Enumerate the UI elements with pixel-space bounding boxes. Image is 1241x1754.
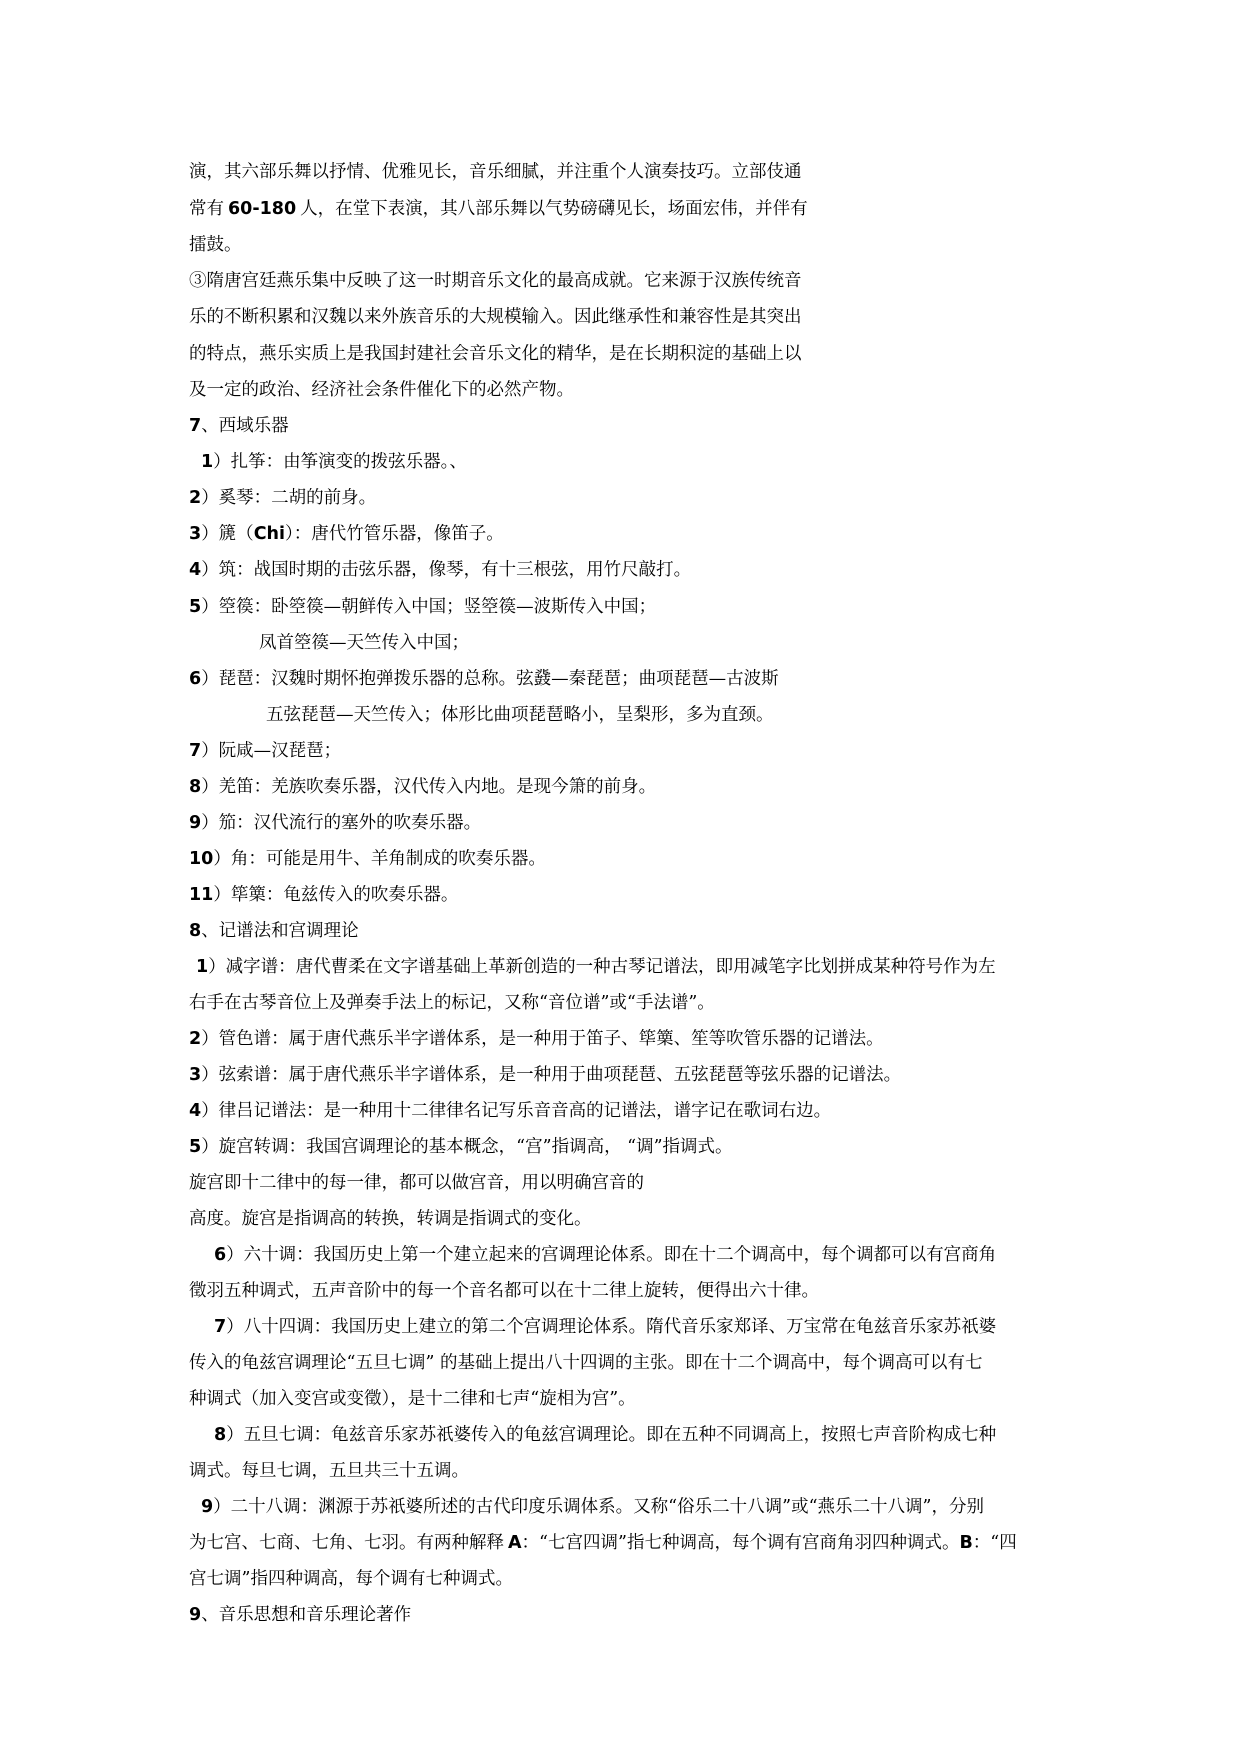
list-item (189, 558, 691, 582)
item-text: 种调式（加入变宫或变徵），是十二律和七声“旋相为宫”。 (189, 1389, 636, 1409)
list-item-continuation (189, 1171, 644, 1195)
paragraph-line (189, 378, 574, 402)
item-text: ）筚篥：龟兹传入的吹奏乐器。 (213, 885, 459, 905)
list-item (189, 811, 481, 835)
item-text: ）篪（ (201, 524, 254, 544)
list-item (214, 1243, 996, 1267)
item-text: ：“七宫四调”指七种调高，每个调有宫商角羽四种调式。 (521, 1533, 960, 1553)
item-text: 右手在古琴音位上及弹奏手法上的标记，又称“音位谱”或“手法谱”。 (189, 993, 715, 1013)
item-text: 凤首箜篌—天竺传入中国； (259, 633, 469, 653)
heading-text: 、音乐思想和音乐理论著作 (201, 1605, 412, 1625)
list-item (214, 1423, 996, 1447)
heading-text: 、西域乐器 (201, 416, 289, 436)
paragraph-line (189, 233, 242, 257)
list-item (189, 739, 341, 763)
section-number: 8 (189, 921, 202, 941)
paragraph-line (189, 269, 802, 293)
item-text: ）律吕记谱法：是一种用十二律律名记写乐音音高的记谱法，谱字记在歌词右边。 (201, 1101, 832, 1121)
list-item-continuation (189, 1279, 819, 1303)
item-number: 3 (189, 1065, 202, 1085)
line-text: 乐的不断积累和汉魏以来外族音乐的大规模输入。因此继承性和兼容性是其突出 (189, 307, 802, 327)
section-heading (189, 919, 359, 943)
list-item (189, 775, 656, 799)
list-item (189, 1099, 831, 1123)
item-number: 2 (189, 1029, 202, 1049)
item-text: 为七宫、七商、七角、七羽。有两种解释 (189, 1533, 504, 1553)
line-text: 擂鼓。 (189, 235, 242, 255)
item-text: ）角：可能是用牛、羊角制成的吹奏乐器。 (213, 849, 546, 869)
section-number: 7 (189, 416, 202, 436)
item-text: ）旋宫转调：我国宫调理论的基本概念，“宫”指调高， “调”指调式。 (201, 1137, 733, 1157)
item-number: 6 (214, 1245, 227, 1265)
item-number: 4 (189, 560, 202, 580)
item-number: 10 (189, 849, 214, 869)
item-number: 4 (189, 1101, 202, 1121)
item-text: ）管色谱：属于唐代燕乐半字谱体系，是一种用于笛子、筚篥、笙等吹管乐器的记谱法。 (201, 1029, 884, 1049)
line-text: 常有 (189, 199, 224, 219)
list-item (189, 1027, 884, 1051)
list-item-continuation (189, 1351, 982, 1375)
list-item (189, 667, 779, 691)
item-text: ）扎筝：由筝演变的拨弦乐器。、 (213, 452, 467, 472)
item-text: ）筑：战国时期的击弦乐器，像琴，有十三根弦，用竹尺敲打。 (201, 560, 692, 580)
item-number: 7 (189, 741, 202, 761)
section-heading (189, 1603, 411, 1627)
item-text: 五弦琵琶—天竺传入；体形比曲项琵琶略小，呈梨形，多为直颈。 (266, 705, 774, 725)
list-item-continuation (189, 1459, 469, 1483)
list-item-continuation (189, 1387, 636, 1411)
item-number: 8 (189, 777, 202, 797)
item-number: 6 (189, 669, 202, 689)
item-number: 1 (201, 452, 214, 472)
item-number: 2 (189, 488, 202, 508)
item-text: ）箜篌：卧箜篌—朝鲜传入中国；竖箜篌—波斯传入中国； (201, 597, 657, 617)
list-item-continuation (189, 991, 715, 1015)
list-item (196, 955, 996, 979)
item-text: ）六十调：我国历史上第一个建立起来的宫调理论体系。即在十二个调高中，每个调都可以有宫商角 (226, 1245, 997, 1265)
item-text: 宫七调”指四种调高，每个调有七种调式。 (189, 1569, 513, 1589)
paragraph-line (189, 160, 802, 184)
line-text: 演，其六部乐舞以抒情、优雅见长，音乐细腻，并注重个人演奏技巧。立部伎通 (189, 162, 802, 182)
item-number: 5 (189, 597, 202, 617)
item-text: ）减字谱：唐代曹柔在文字谱基础上革新创造的一种古琴记谱法，即用减笔字比划拼成某种符号作为左 (208, 957, 996, 977)
list-item (189, 1135, 733, 1159)
paragraph-line (189, 305, 802, 329)
item-number: 1 (196, 957, 209, 977)
list-item-continuation (259, 631, 469, 655)
item-text: ）羌笛：羌族吹奏乐器，汉代传入内地。是现今箫的前身。 (201, 777, 657, 797)
list-item (189, 522, 504, 546)
item-text: ：“四 (972, 1533, 1017, 1553)
section-number: 9 (189, 1605, 202, 1625)
pinyin-text: Chi (253, 524, 285, 544)
heading-text: 、记谱法和宫调理论 (201, 921, 359, 941)
item-text: 传入的龟兹宫调理论“五旦七调” 的基础上提出八十四调的主张。即在十二个调高中，每个调高可以有七 (189, 1353, 983, 1373)
item-text: ）弦索谱：属于唐代燕乐半字谱体系，是一种用于曲项琵琶、五弦琵琶等弦乐器的记谱法。 (201, 1065, 902, 1085)
option-letter: A (508, 1533, 522, 1553)
list-item-continuation (266, 703, 774, 727)
item-text: ）奚琴：二胡的前身。 (201, 488, 377, 508)
item-number: 7 (214, 1317, 227, 1337)
list-item (189, 1063, 901, 1087)
item-text: ）笳：汉代流行的塞外的吹奏乐器。 (201, 813, 482, 833)
item-text: ）五旦七调：龟兹音乐家苏祇婆传入的龟兹宫调理论。即在五种不同调高上，按照七声音阶构成七种 (226, 1425, 997, 1445)
list-item-continuation (189, 1207, 592, 1231)
item-text: ）二十八调：渊源于苏祇婆所述的古代印度乐调体系。又称“俗乐二十八调”或“燕乐二十八调”，分别 (213, 1497, 984, 1517)
list-item (189, 883, 458, 907)
item-number: 5 (189, 1137, 202, 1157)
list-item (189, 595, 656, 619)
item-number: 3 (189, 524, 202, 544)
item-text: ）阮咸—汉琵琶； (201, 741, 342, 761)
list-item (189, 847, 546, 871)
item-text: 徵羽五种调式，五声音阶中的每一个音名都可以在十二律上旋转，便得出六十律。 (189, 1281, 819, 1301)
performer-count: 60-180 (228, 199, 297, 219)
line-text: ③隋唐宫廷燕乐集中反映了这一时期音乐文化的最高成就。它来源于汉族传统音 (189, 271, 802, 291)
list-item (189, 486, 376, 510)
line-text: 人，在堂下表演，其八部乐舞以气势磅礴见长，场面宏伟，并伴有 (300, 199, 808, 219)
item-number: 9 (189, 813, 202, 833)
section-heading (189, 414, 289, 438)
list-item-continuation (189, 1531, 1017, 1555)
paragraph-line (189, 342, 802, 366)
option-letter: B (959, 1533, 973, 1553)
item-text: ）琵琶：汉魏时期怀抱弹拨乐器的总称。弦鼗—秦琵琶；曲项琵琶—古波斯 (201, 669, 779, 689)
line-text: 的特点，燕乐实质上是我国封建社会音乐文化的精华，是在长期积淀的基础上以 (189, 344, 802, 364)
item-text: ）：唐代竹管乐器，像笛子。 (285, 524, 504, 544)
item-number: 9 (201, 1497, 214, 1517)
item-text: 高度。旋宫是指调高的转换，转调是指调式的变化。 (189, 1209, 592, 1229)
item-number: 11 (189, 885, 214, 905)
item-text: 旋宫即十二律中的每一律，都可以做宫音，用以明确宫音的 (189, 1173, 644, 1193)
list-item-continuation (189, 1567, 513, 1591)
item-text: 调式。每旦七调，五旦共三十五调。 (189, 1461, 469, 1481)
list-item (201, 450, 467, 474)
item-number: 8 (214, 1425, 227, 1445)
list-item (214, 1315, 996, 1339)
paragraph-line (189, 197, 808, 221)
item-text: ）八十四调：我国历史上建立的第二个宫调理论体系。隋代音乐家郑译、万宝常在龟兹音乐家苏祇婆 (226, 1317, 997, 1337)
list-item (201, 1495, 984, 1519)
line-text: 及一定的政治、经济社会条件催化下的必然产物。 (189, 380, 574, 400)
